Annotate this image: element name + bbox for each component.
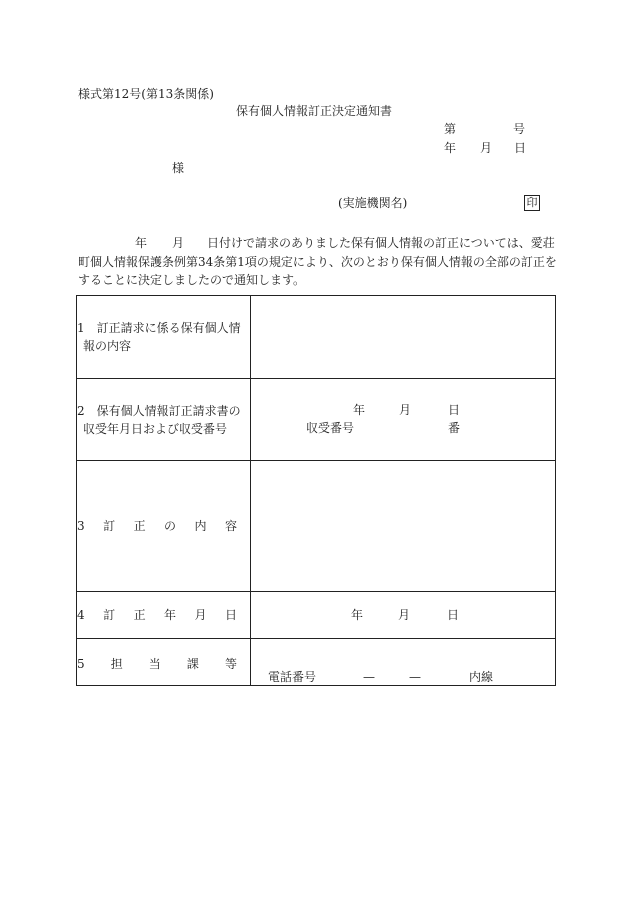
table-row-target-info <box>77 296 556 379</box>
label-receipt-line1: 2 保有個人情報訂正請求書の <box>77 403 241 418</box>
label-correction-content <box>77 461 251 592</box>
document-title: 保有個人情報訂正決定通知書 <box>236 104 393 118</box>
receipt-month: 月 <box>399 403 412 417</box>
label-target-info <box>77 296 251 379</box>
label-receipt <box>77 379 251 461</box>
row4-char: 正 <box>133 608 146 622</box>
addressee-suffix: 様 <box>172 161 185 175</box>
date-month: 月 <box>480 141 493 155</box>
row5-char: 課 <box>186 657 199 671</box>
row5-number: 5 <box>77 657 85 671</box>
phone-dash-1: — <box>363 670 375 684</box>
phone-dash-2: — <box>409 670 421 684</box>
value-correction-content[interactable] <box>251 461 556 592</box>
row3-char: 訂 <box>103 519 116 533</box>
row3-char: 内 <box>194 519 207 533</box>
body-month: 月 <box>172 236 185 250</box>
receipt-day: 日 <box>448 403 461 417</box>
row4-char: 月 <box>194 608 207 622</box>
correction-year: 年 <box>351 608 364 622</box>
body-line2: 町個人情報保護条例第34条第1項の規定により、次のとおり保有個人情報の全部の訂正を <box>78 255 557 269</box>
value-department[interactable] <box>251 639 556 686</box>
receipt-number-label: 収受番号 <box>306 421 355 435</box>
value-correction-date[interactable] <box>251 592 556 639</box>
doc-number-prefix: 第 <box>444 122 457 136</box>
row3-char: 正 <box>133 519 146 533</box>
phone-label: 電話番号 <box>268 670 317 684</box>
table-row-department <box>77 639 556 686</box>
date-year: 年 <box>444 141 457 155</box>
body-line3: することに決定しましたので通知します。 <box>78 273 306 287</box>
row3-char: の <box>164 519 177 533</box>
value-target-info[interactable] <box>251 296 556 379</box>
label-target-info-line1: 1 訂正請求に係る保有個人情 <box>77 321 241 335</box>
table-row-receipt <box>77 379 556 461</box>
seal-mark: 印 <box>524 195 540 211</box>
row4-char: 訂 <box>103 608 116 622</box>
value-receipt[interactable] <box>251 379 556 461</box>
label-target-info-line2: 報の内容 <box>83 339 132 353</box>
row5-char: 等 <box>224 657 237 671</box>
correction-day: 日 <box>447 608 460 622</box>
correction-month: 月 <box>398 608 411 622</box>
label-correction-date <box>77 592 251 639</box>
row4-number: 4 <box>77 608 85 622</box>
table-row-correction-date <box>77 592 556 639</box>
row3-number: 3 <box>77 519 85 533</box>
doc-number-suffix: 号 <box>513 122 526 136</box>
receipt-year: 年 <box>353 403 366 417</box>
row3-char: 容 <box>224 519 237 533</box>
notice-table <box>76 295 556 686</box>
row4-char: 日 <box>224 608 237 622</box>
row5-char: 当 <box>148 657 161 671</box>
body-year: 年 <box>135 236 148 250</box>
row4-char: 年 <box>164 608 177 622</box>
extension-label: 内線 <box>469 670 494 684</box>
label-department <box>77 639 251 686</box>
agency-name: (実施機関名) <box>338 196 408 210</box>
date-day: 日 <box>514 141 527 155</box>
label-receipt-line2: 収受年月日および収受番号 <box>83 421 228 436</box>
row5-char: 担 <box>110 657 123 671</box>
receipt-number-suffix: 番 <box>448 421 461 435</box>
body-line1: 日付けで請求のありました保有個人情報の訂正については、愛荘 <box>207 236 555 250</box>
form-number: 様式第12号(第13条関係) <box>78 87 214 101</box>
table-row-correction-content <box>77 461 556 592</box>
